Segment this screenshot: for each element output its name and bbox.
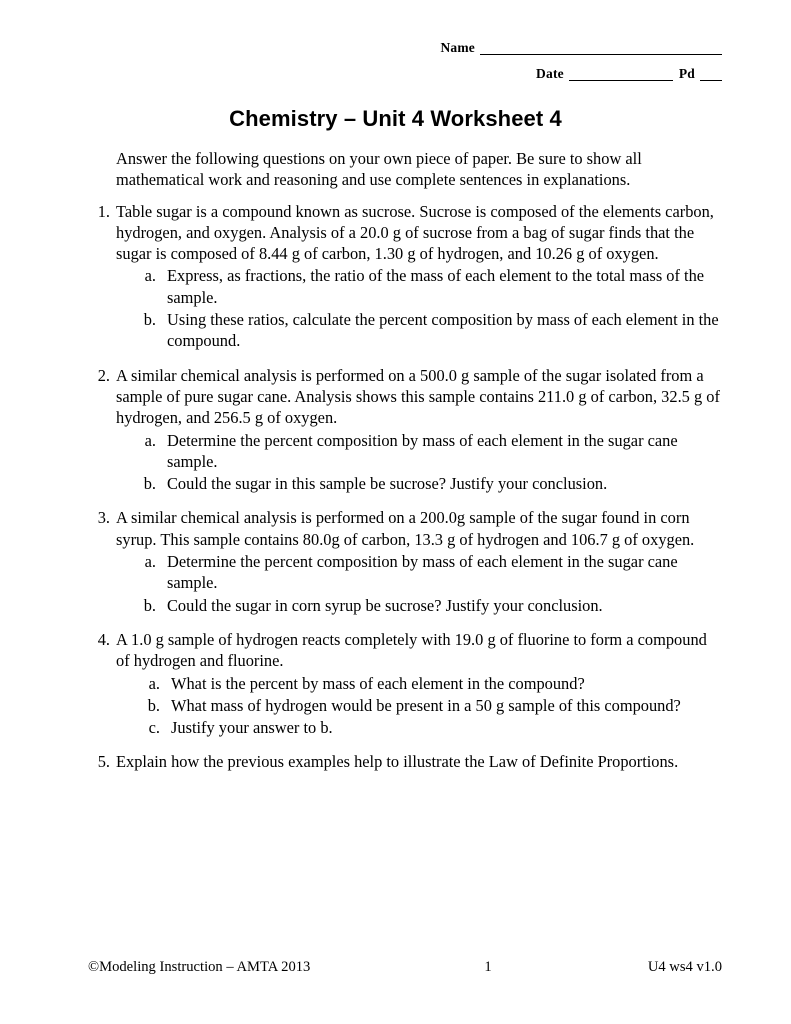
footer-copyright: ©Modeling Instruction – AMTA 2013 <box>88 959 311 975</box>
question-text: A similar chemical analysis is performed on a 200.0g sample of the sugar found in corn syrup. This sample contains 80.0g of carbon, 13.3 g of hydrogen and 106.7 g of oxygen. <box>116 508 695 549</box>
question-item <box>88 629 722 738</box>
name-label: Name <box>440 40 475 55</box>
sub-question-text: Could the sugar in this sample be sucrose? Justify your conclusion. <box>167 474 608 494</box>
sub-question-item <box>140 551 722 594</box>
sub-question-text: Justify your answer to b. <box>171 718 333 738</box>
sub-question-marker: b. <box>143 474 156 494</box>
sub-question-marker: c. <box>148 718 160 738</box>
date-fill-line[interactable] <box>569 67 673 81</box>
sub-question-marker: a. <box>144 430 156 450</box>
question-marker: 5. <box>97 752 110 772</box>
question-text: A similar chemical analysis is performed on a 500.0 g sample of the sugar isolated from a sample of pure sugar cane. Analysis shows this sample contains 211.0 g of carbon, 32.5 g of hydrogen, and 256.5 g of oxygen. <box>116 365 720 428</box>
sub-question-list <box>116 551 722 616</box>
sub-question-text: Determine the percent composition by mass of each element in the sugar cane sample. <box>167 430 678 471</box>
sub-question-text: Could the sugar in corn syrup be sucrose? Justify your conclusion. <box>167 595 603 615</box>
sub-question-text: Using these ratios, calculate the percent composition by mass of each element in the compound. <box>167 310 719 351</box>
question-item <box>88 365 722 495</box>
period-label: Pd <box>678 66 695 81</box>
question-item <box>88 201 722 352</box>
sub-question-marker: a. <box>144 552 156 572</box>
student-info-header <box>0 40 791 81</box>
sub-question-text: What mass of hydrogen would be present in a 50 g sample of this compound? <box>171 695 681 715</box>
sub-question-text: What is the percent by mass of each element in the compound? <box>171 673 585 693</box>
sub-question-marker: a. <box>144 266 156 286</box>
page-footer <box>88 959 722 976</box>
name-fill-line[interactable] <box>480 41 722 55</box>
question-item <box>88 751 722 772</box>
sub-question-item <box>144 673 722 694</box>
sub-question-list <box>116 430 722 495</box>
question-marker: 3. <box>97 508 110 528</box>
sub-question-item <box>144 717 722 738</box>
question-list <box>88 201 722 773</box>
sub-question-item <box>140 309 722 352</box>
question-marker: 2. <box>97 365 110 385</box>
sub-question-marker: b. <box>147 695 160 715</box>
worksheet-body <box>88 148 722 786</box>
sub-question-list <box>116 673 722 739</box>
sub-question-text: Express, as fractions, the ratio of the mass of each element to the total mass of the sample. <box>167 266 705 307</box>
question-item <box>88 507 722 615</box>
sub-question-marker: b. <box>143 310 156 330</box>
sub-question-item <box>140 430 722 473</box>
date-label: Date <box>536 66 564 81</box>
instructions-paragraph: Answer the following questions on your own piece of paper. Be sure to show all mathematical work and reasoning and use complete sentences in explanations. <box>116 149 642 190</box>
name-row <box>0 40 791 55</box>
period-fill-line[interactable] <box>700 67 722 81</box>
sub-question-item <box>140 473 722 494</box>
footer-document-id: U4 ws4 v1.0 <box>647 959 722 975</box>
sub-question-item <box>140 595 722 616</box>
question-marker: 4. <box>97 629 110 649</box>
footer-page-number: 1 <box>484 959 492 975</box>
question-text: A 1.0 g sample of hydrogen reacts completely with 19.0 g of fluorine to form a compound of hydrogen and fluorine. <box>116 629 707 671</box>
sub-question-list <box>116 265 722 351</box>
sub-question-marker: a. <box>148 673 160 693</box>
question-text: Explain how the previous examples help to illustrate the Law of Definite Proportions. <box>116 752 679 772</box>
page-title: Chemistry – Unit 4 Worksheet 4 <box>229 106 562 131</box>
question-text: Table sugar is a compound known as sucrose. Sucrose is composed of the elements carbon, hydrogen, and oxygen. Analysis of a 20.0 g of sucrose from a bag of sugar finds that the sugar is composed of 8.44 g of carbon, 1.30 g of hydrogen, and 10.26 g of oxygen. <box>116 201 714 264</box>
sub-question-item <box>140 265 722 308</box>
date-period-row <box>0 66 791 81</box>
sub-question-marker: b. <box>143 595 156 615</box>
sub-question-text: Determine the percent composition by mass of each element in the sugar cane sample. <box>167 552 678 593</box>
question-marker: 1. <box>97 201 110 221</box>
sub-question-item <box>144 695 722 716</box>
